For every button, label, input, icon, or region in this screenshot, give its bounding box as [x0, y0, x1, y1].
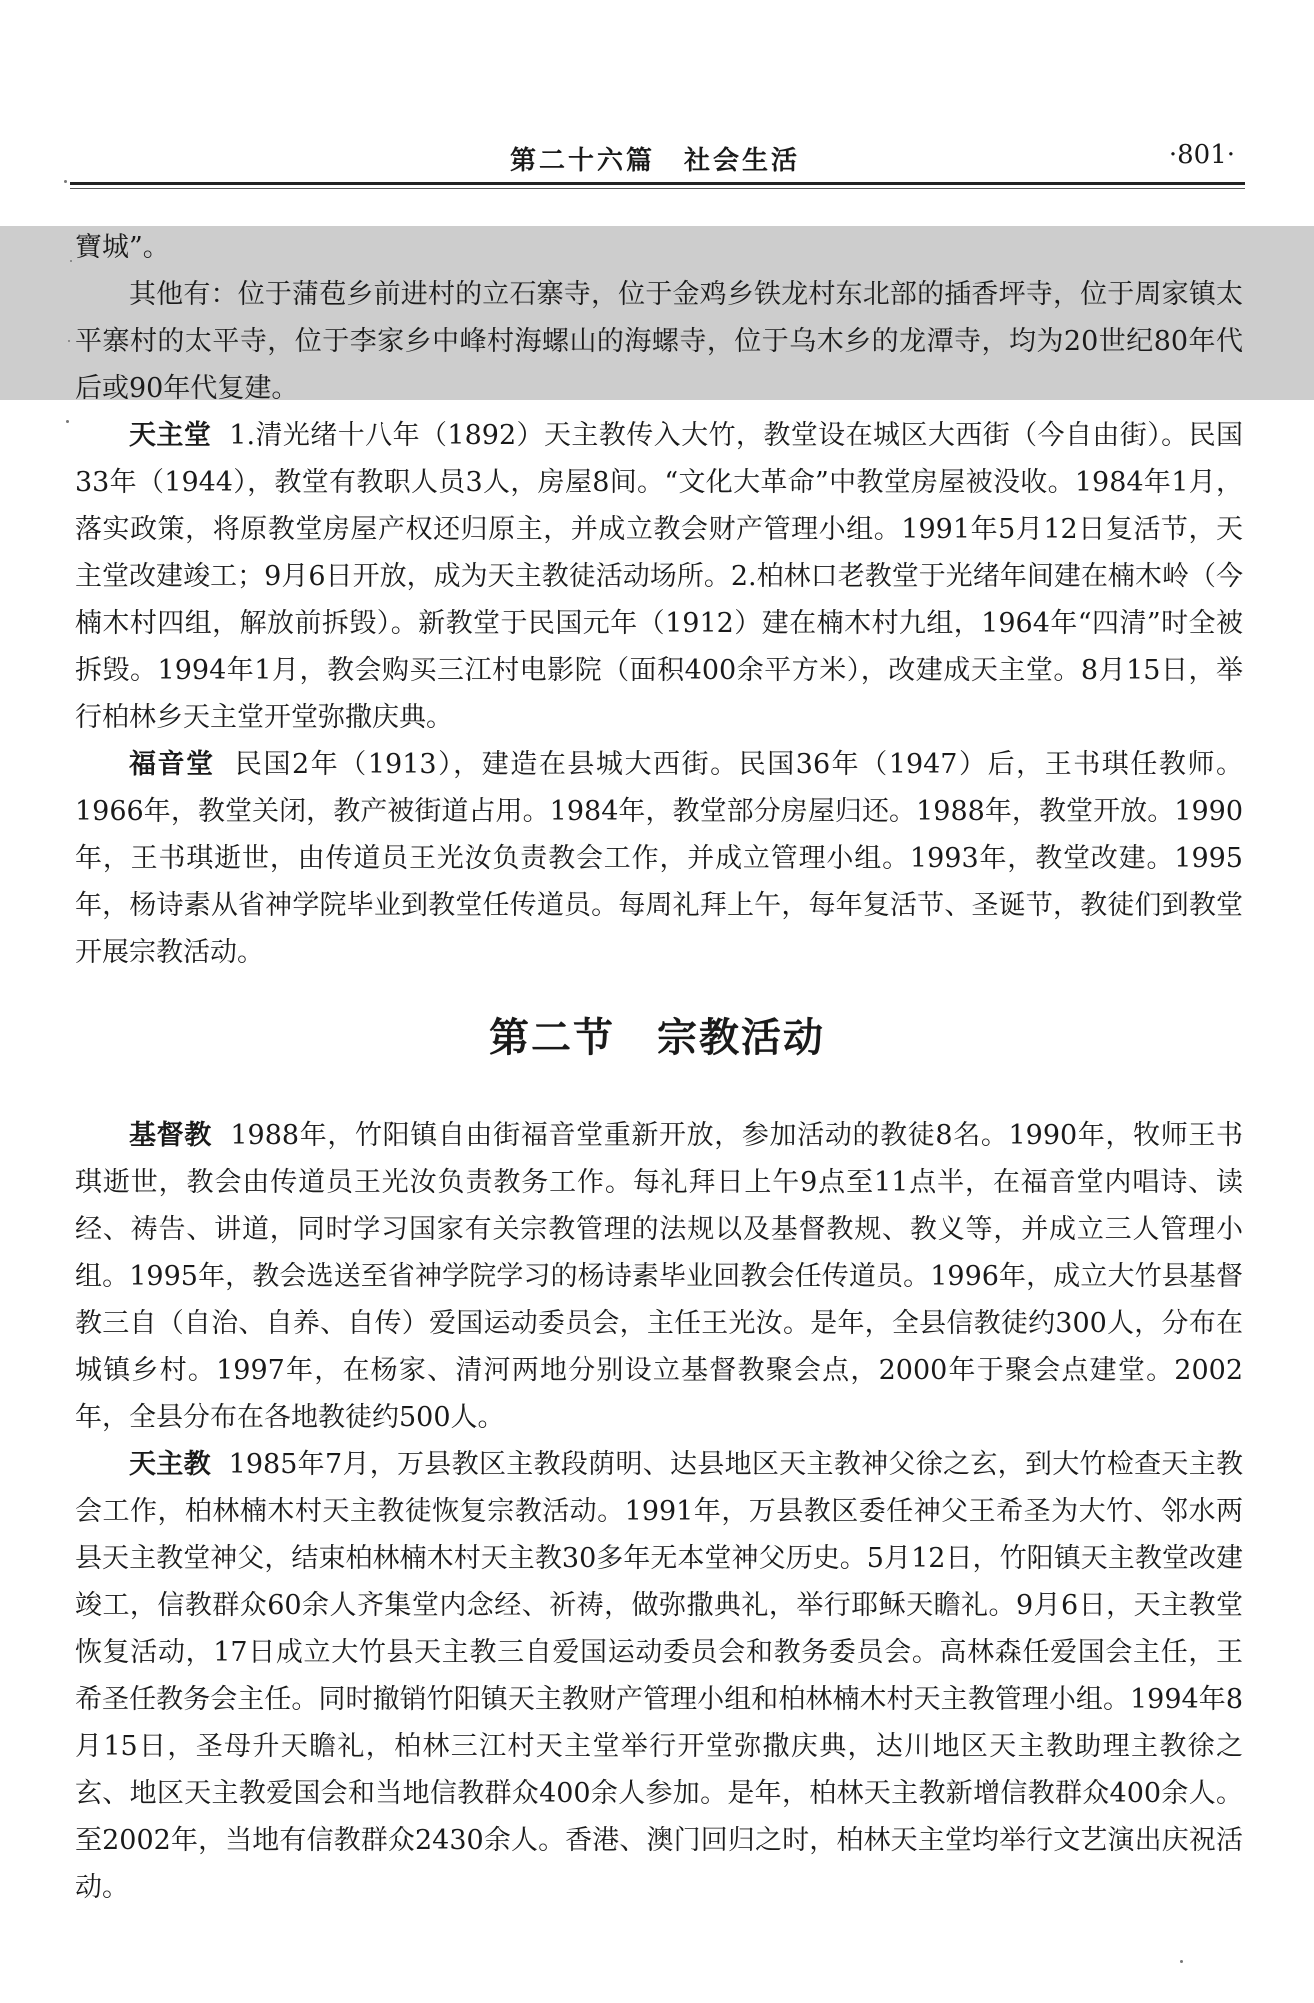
entry-heading: 福音堂: [129, 749, 215, 780]
paragraph-catholicism: [75, 1441, 1243, 1911]
paragraph-christianity: [75, 1112, 1243, 1441]
running-header: [70, 140, 1245, 180]
paragraph-text: 1985年7月，万县教区主教段荫明、达县地区天主教神父徐之玄，到大竹检查天主教会工作，柏林楠木村天主教徒恢复宗教活动。1991年，万县教区委任神父王希圣为大竹、邻水两县天主教堂神父，结束柏林楠木村天主教30多年无本堂神父历史。5月12日，竹阳镇天主教堂改建竣工，信教群众60余人齐集堂内念经、祈祷，做弥撒典礼，举行耶稣天瞻礼。9月6日，天主教堂恢复活动，17日成立大竹县天主教三自爱国运动委员会和教务委员会。高林森任爱国会主任，王希圣任教务会主任。同时撤销竹阳镇天主教财产管理小组和柏林楠木村天主教管理小组。1994年8月15日，圣母升天瞻礼，柏林三江村天主堂举行开堂弥撒庆典，达川地区天主教助理主教徐之玄、地区天主教爱国会和当地信教群众400余人参加。是年，柏林天主教新增信教群众400余人。至2002年，当地有信教群众2430余人。香港、澳门回归之时，柏林天主堂均举行文艺演出庆祝活动。: [75, 1449, 1244, 1903]
paragraph-text: 1.清光绪十八年（1892）天主教传入大竹，教堂设在城区大西街（今自由街）。民国33年（1944），教堂有教职人员3人，房屋8间。“文化大革命”中教堂房屋被没收。1984年1月，落实政策，将原教堂房屋产权还归原主，并成立教会财产管理小组。1991年5月12日复活节，天主堂改建竣工；9月6日开放，成为天主教徒活动场所。2.柏林口老教堂于光绪年间建在楠木岭（今楠木村四组，解放前拆毁）。新教堂于民国元年（1912）建在楠木村九组，1964年“四清”时全被拆毁。1994年1月，教会购买三江村电影院（面积400余平方米），改建成天主堂。8月15日，举行柏林乡天主堂开堂弥撒庆典。: [75, 420, 1243, 733]
paragraph-text: 民国2年（1913），建造在县城大西街。民国36年（1947）后，王书琪任教师。1966年，教堂关闭，教产被街道占用。1984年，教堂部分房屋归还。1988年，教堂开放。1990年，王书琪逝世，由传道员王光汝负责教会工作，并成立管理小组。1993年，教堂改建。1995年，杨诗素从省神学院毕业到教堂任传道员。每周礼拜上午，每年复活节、圣诞节，教徒们到教堂开展宗教活动。: [75, 749, 1243, 968]
paragraph-continuation: [75, 224, 1243, 271]
scan-speck: [64, 180, 67, 183]
section-heading: 第二节 宗教活动: [489, 1014, 825, 1061]
scan-speck: [66, 420, 69, 423]
paragraph-text: 1988年，竹阳镇自由街福音堂重新开放，参加活动的教徒8名。1990年，牧师王书琪逝世，教会由传道员王光汝负责教务工作。每礼拜日上午9点至11点半，在福音堂内唱诗、读经、祷告、讲道，同时学习国家有关宗教管理的法规以及基督教规、教义等，并成立三人管理小组。1995年，教会选送至省神学院学习的杨诗素毕业回教会任传道员。1996年，成立大竹县基督教三自（自治、自养、自传）爱国运动委员会，主任王光汝。是年，全县信教徒约300人，分布在城镇乡村。1997年，在杨家、清河两地分别设立基督教聚会点，2000年于聚会点建堂。2002年，全县分布在各地教徒约500人。: [75, 1120, 1244, 1433]
paragraph-other-temples: [75, 271, 1243, 412]
text-block-temples: [75, 224, 1243, 976]
page-number: ·801·: [1168, 140, 1235, 170]
chapter-title: 第二十六篇 社会生活: [510, 146, 801, 176]
entry-heading: 天主教: [129, 1449, 211, 1480]
paragraph-text: 寶城”。: [75, 232, 170, 263]
paragraph-gospel-hall: [75, 741, 1243, 976]
paragraph-catholic-church: [75, 412, 1243, 741]
entry-heading: 天主堂: [129, 420, 212, 451]
header-rule: [70, 182, 1245, 185]
scan-speck: [70, 260, 72, 262]
scan-speck: [68, 340, 70, 342]
paragraph-text: 其他有：位于蒲苞乡前进村的立石寨寺，位于金鸡乡铁龙村东北部的插香坪寺，位于周家镇太平寨村的太平寺，位于李家乡中峰村海螺山的海螺寺，位于乌木乡的龙潭寺，均为20世纪80年代后或90年代复建。: [75, 279, 1243, 404]
text-block-religious-activities: [75, 1112, 1243, 1911]
header-rule-thin: [70, 188, 1245, 189]
entry-heading: 基督教: [129, 1120, 212, 1151]
scan-speck: [1180, 1960, 1183, 1963]
